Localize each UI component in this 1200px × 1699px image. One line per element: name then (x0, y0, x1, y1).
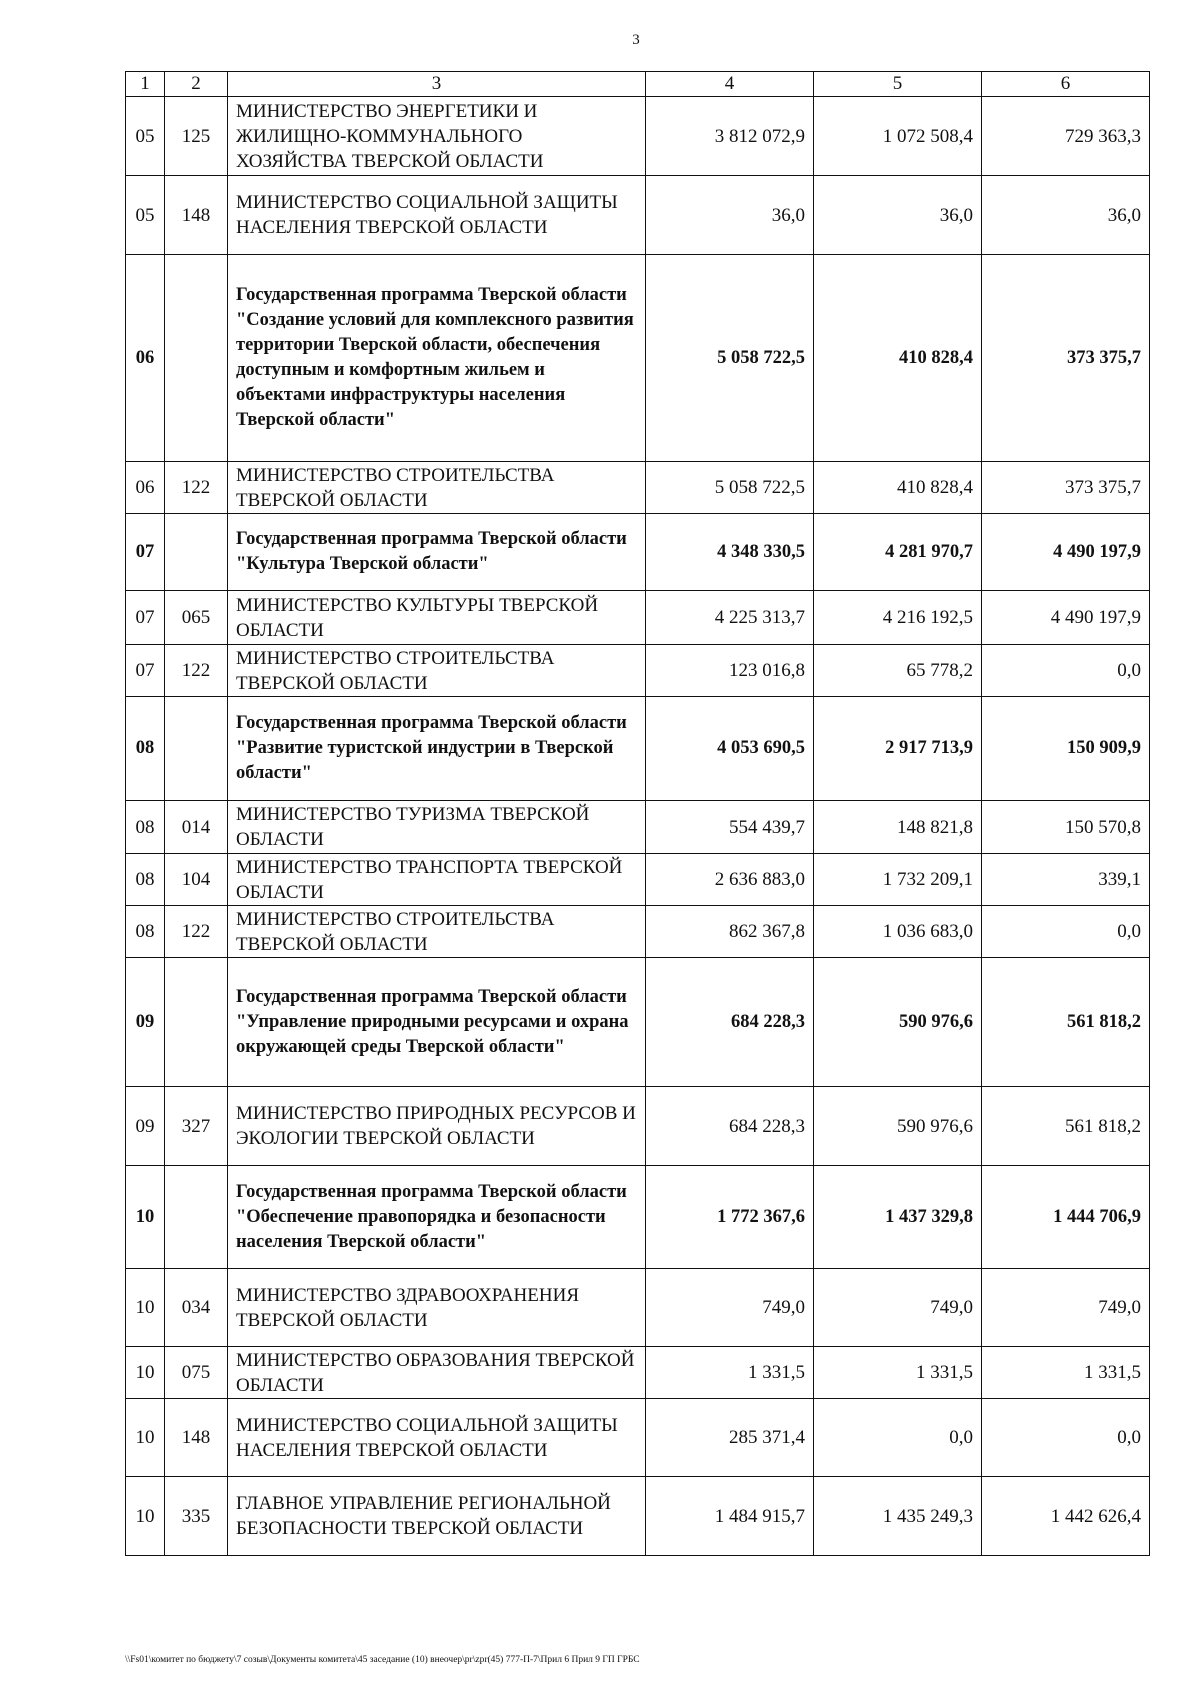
cell-section-code: 06 (126, 462, 165, 514)
ministry-row (126, 1087, 1150, 1166)
column-header-5: 5 (814, 72, 982, 97)
cell-ministry-code: 148 (165, 1399, 228, 1477)
ministry-row (126, 801, 1150, 854)
cell-value-col6: 0,0 (982, 645, 1150, 697)
footer-file-path: \\Fs01\комитет по бюджету\7 созыв\Документы комитета\45 заседание (10) внеочер\pr\zpr(45) 777-П-7\Прил 6 Прил 9 ГП ГРБС (125, 1655, 640, 1665)
cell-name: МИНИСТЕРСТВО СОЦИАЛЬНОЙ ЗАЩИТЫ НАСЕЛЕНИЯ ТВЕРСКОЙ ОБЛАСТИ (228, 1399, 646, 1477)
cell-section-code: 10 (126, 1166, 165, 1269)
cell-value-col4: 1 484 915,7 (646, 1477, 814, 1556)
cell-value-col6: 0,0 (982, 906, 1150, 958)
column-header-2: 2 (165, 72, 228, 97)
cell-value-col5: 410 828,4 (814, 462, 982, 514)
cell-ministry-code: 075 (165, 1347, 228, 1399)
cell-value-col4: 3 812 072,9 (646, 97, 814, 176)
cell-value-col6: 561 818,2 (982, 1087, 1150, 1166)
cell-value-col6: 0,0 (982, 1399, 1150, 1477)
cell-name: МИНИСТЕРСТВО ТУРИЗМА ТВЕРСКОЙ ОБЛАСТИ (228, 801, 646, 854)
cell-section-code: 10 (126, 1347, 165, 1399)
cell-value-col5: 0,0 (814, 1399, 982, 1477)
cell-value-col4: 4 348 330,5 (646, 514, 814, 591)
cell-value-col5: 4 216 192,5 (814, 591, 982, 645)
cell-value-col5: 590 976,6 (814, 1087, 982, 1166)
cell-section-code: 07 (126, 645, 165, 697)
cell-value-col6: 1 442 626,4 (982, 1477, 1150, 1556)
cell-section-code: 08 (126, 697, 165, 801)
ministry-row (126, 176, 1150, 255)
table-header-row (126, 72, 1150, 97)
cell-value-col6: 36,0 (982, 176, 1150, 255)
cell-value-col5: 1 072 508,4 (814, 97, 982, 176)
cell-value-col6: 729 363,3 (982, 97, 1150, 176)
cell-value-col4: 4 225 313,7 (646, 591, 814, 645)
cell-value-col4: 36,0 (646, 176, 814, 255)
cell-ministry-code (165, 1166, 228, 1269)
cell-name: Государственная программа Тверской области "Создание условий для комплексного развития территории Тверской области, обеспечения доступным и комфортным жильем и объектами инфраструктуры населения Тверской области" (228, 255, 646, 462)
cell-name: МИНИСТЕРСТВО СТРОИТЕЛЬСТВА ТВЕРСКОЙ ОБЛАСТИ (228, 645, 646, 697)
cell-ministry-code (165, 514, 228, 591)
cell-value-col5: 4 281 970,7 (814, 514, 982, 591)
cell-section-code: 09 (126, 958, 165, 1087)
cell-name: МИНИСТЕРСТВО ЗДРАВООХРАНЕНИЯ ТВЕРСКОЙ ОБЛАСТИ (228, 1269, 646, 1347)
ministry-row (126, 1347, 1150, 1399)
cell-ministry-code: 122 (165, 462, 228, 514)
cell-value-col4: 684 228,3 (646, 958, 814, 1087)
cell-name: Государственная программа Тверской области "Управление природными ресурсами и охрана окружающей среды Тверской области" (228, 958, 646, 1087)
column-header-1: 1 (126, 72, 165, 97)
cell-value-col5: 1 435 249,3 (814, 1477, 982, 1556)
cell-value-col4: 1 331,5 (646, 1347, 814, 1399)
cell-value-col5: 1 732 209,1 (814, 854, 982, 906)
cell-section-code: 08 (126, 906, 165, 958)
cell-value-col4: 2 636 883,0 (646, 854, 814, 906)
cell-name: МИНИСТЕРСТВО ТРАНСПОРТА ТВЕРСКОЙ ОБЛАСТИ (228, 854, 646, 906)
cell-ministry-code: 327 (165, 1087, 228, 1166)
cell-value-col5: 410 828,4 (814, 255, 982, 462)
column-header-4: 4 (646, 72, 814, 97)
cell-value-col6: 4 490 197,9 (982, 591, 1150, 645)
cell-value-col4: 285 371,4 (646, 1399, 814, 1477)
cell-name: Государственная программа Тверской области "Развитие туристской индустрии в Тверской области" (228, 697, 646, 801)
ministry-row (126, 1399, 1150, 1477)
cell-ministry-code: 125 (165, 97, 228, 176)
cell-value-col5: 36,0 (814, 176, 982, 255)
cell-ministry-code: 014 (165, 801, 228, 854)
cell-value-col6: 150 909,9 (982, 697, 1150, 801)
cell-value-col5: 65 778,2 (814, 645, 982, 697)
cell-section-code: 09 (126, 1087, 165, 1166)
page-number: 3 (632, 32, 640, 48)
cell-value-col4: 5 058 722,5 (646, 255, 814, 462)
program-row (126, 697, 1150, 801)
cell-value-col5: 2 917 713,9 (814, 697, 982, 801)
program-row (126, 958, 1150, 1087)
ministry-row (126, 645, 1150, 697)
ministry-row (126, 462, 1150, 514)
cell-value-col5: 749,0 (814, 1269, 982, 1347)
table-body (126, 97, 1150, 1556)
cell-ministry-code: 104 (165, 854, 228, 906)
cell-ministry-code: 122 (165, 645, 228, 697)
cell-ministry-code: 034 (165, 1269, 228, 1347)
cell-value-col5: 148 821,8 (814, 801, 982, 854)
cell-ministry-code: 065 (165, 591, 228, 645)
cell-name: МИНИСТЕРСТВО КУЛЬТУРЫ ТВЕРСКОЙ ОБЛАСТИ (228, 591, 646, 645)
budget-table (125, 71, 1150, 1556)
program-row (126, 255, 1150, 462)
cell-value-col6: 150 570,8 (982, 801, 1150, 854)
cell-ministry-code (165, 255, 228, 462)
cell-value-col6: 1 444 706,9 (982, 1166, 1150, 1269)
cell-value-col5: 1 437 329,8 (814, 1166, 982, 1269)
cell-value-col6: 1 331,5 (982, 1347, 1150, 1399)
cell-value-col6: 373 375,7 (982, 255, 1150, 462)
cell-section-code: 06 (126, 255, 165, 462)
cell-name: МИНИСТЕРСТВО СТРОИТЕЛЬСТВА ТВЕРСКОЙ ОБЛАСТИ (228, 906, 646, 958)
cell-section-code: 07 (126, 514, 165, 591)
column-header-6: 6 (982, 72, 1150, 97)
cell-name: МИНИСТЕРСТВО СОЦИАЛЬНОЙ ЗАЩИТЫ НАСЕЛЕНИЯ ТВЕРСКОЙ ОБЛАСТИ (228, 176, 646, 255)
cell-value-col6: 4 490 197,9 (982, 514, 1150, 591)
cell-section-code: 07 (126, 591, 165, 645)
cell-name: Государственная программа Тверской области "Культура Тверской области" (228, 514, 646, 591)
cell-value-col4: 1 772 367,6 (646, 1166, 814, 1269)
cell-value-col6: 749,0 (982, 1269, 1150, 1347)
program-row (126, 514, 1150, 591)
ministry-row (126, 906, 1150, 958)
cell-ministry-code: 122 (165, 906, 228, 958)
cell-value-col4: 554 439,7 (646, 801, 814, 854)
cell-section-code: 05 (126, 97, 165, 176)
program-row (126, 1166, 1150, 1269)
cell-name: Государственная программа Тверской области "Обеспечение правопорядка и безопасности населения Тверской области" (228, 1166, 646, 1269)
ministry-row (126, 591, 1150, 645)
cell-name: ГЛАВНОЕ УПРАВЛЕНИЕ РЕГИОНАЛЬНОЙ БЕЗОПАСНОСТИ ТВЕРСКОЙ ОБЛАСТИ (228, 1477, 646, 1556)
cell-name: МИНИСТЕРСТВО ЭНЕРГЕТИКИ И ЖИЛИЩНО-КОММУНАЛЬНОГО ХОЗЯЙСТВА ТВЕРСКОЙ ОБЛАСТИ (228, 97, 646, 176)
ministry-row (126, 1477, 1150, 1556)
cell-value-col4: 5 058 722,5 (646, 462, 814, 514)
cell-section-code: 05 (126, 176, 165, 255)
cell-ministry-code (165, 958, 228, 1087)
cell-value-col4: 684 228,3 (646, 1087, 814, 1166)
cell-value-col5: 1 331,5 (814, 1347, 982, 1399)
cell-value-col6: 373 375,7 (982, 462, 1150, 514)
cell-section-code: 08 (126, 801, 165, 854)
cell-value-col5: 590 976,6 (814, 958, 982, 1087)
cell-value-col6: 339,1 (982, 854, 1150, 906)
ministry-row (126, 1269, 1150, 1347)
ministry-row (126, 854, 1150, 906)
cell-value-col6: 561 818,2 (982, 958, 1150, 1087)
cell-name: МИНИСТЕРСТВО ОБРАЗОВАНИЯ ТВЕРСКОЙ ОБЛАСТИ (228, 1347, 646, 1399)
cell-section-code: 10 (126, 1269, 165, 1347)
column-header-3: 3 (228, 72, 646, 97)
cell-ministry-code: 148 (165, 176, 228, 255)
cell-name: МИНИСТЕРСТВО ПРИРОДНЫХ РЕСУРСОВ И ЭКОЛОГИИ ТВЕРСКОЙ ОБЛАСТИ (228, 1087, 646, 1166)
cell-value-col4: 749,0 (646, 1269, 814, 1347)
cell-section-code: 10 (126, 1399, 165, 1477)
cell-value-col5: 1 036 683,0 (814, 906, 982, 958)
cell-section-code: 10 (126, 1477, 165, 1556)
cell-ministry-code: 335 (165, 1477, 228, 1556)
cell-value-col4: 123 016,8 (646, 645, 814, 697)
cell-value-col4: 862 367,8 (646, 906, 814, 958)
cell-value-col4: 4 053 690,5 (646, 697, 814, 801)
cell-ministry-code (165, 697, 228, 801)
cell-name: МИНИСТЕРСТВО СТРОИТЕЛЬСТВА ТВЕРСКОЙ ОБЛАСТИ (228, 462, 646, 514)
cell-section-code: 08 (126, 854, 165, 906)
ministry-row (126, 97, 1150, 176)
